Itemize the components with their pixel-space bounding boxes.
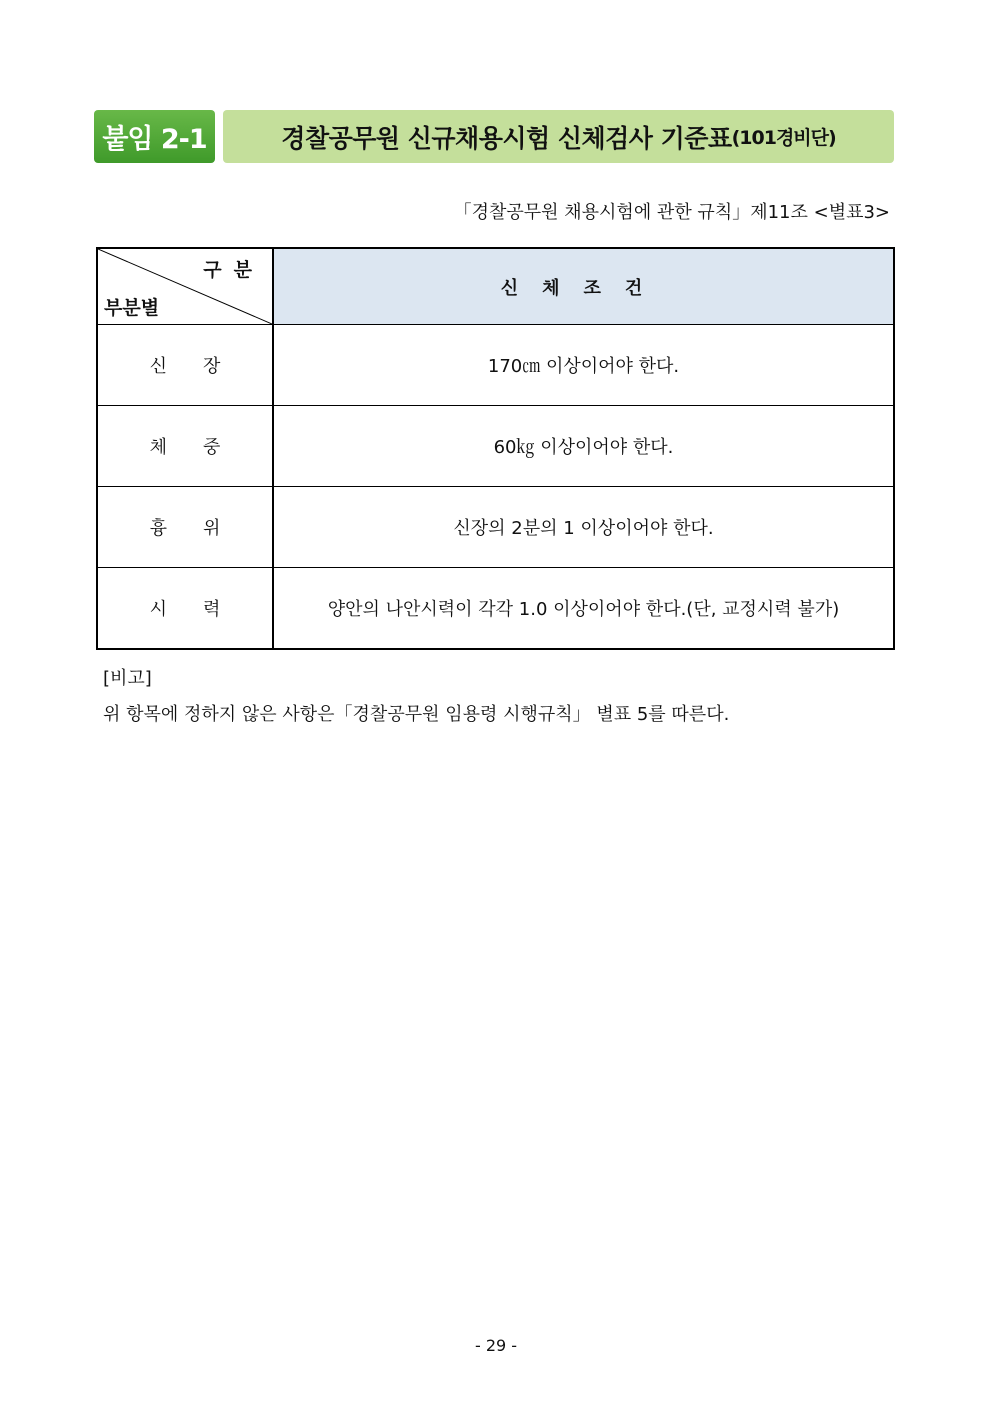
row-condition-height: 170㎝ 이상이어야 한다. <box>273 325 894 406</box>
page-number: - 29 - <box>474 1336 518 1355</box>
physical-criteria-table <box>96 247 895 650</box>
diag-header-part: 부분별 <box>104 297 160 319</box>
diagonal-header-cell <box>97 248 273 325</box>
row-label-vision: 시력 <box>97 568 273 650</box>
row-label-chest: 흉위 <box>97 487 273 568</box>
regulation-source: 「경찰공무원 채용시험에 관한 규칙」제11조 <별표3> <box>453 202 890 223</box>
column-header-condition: 신체조건 <box>273 248 894 325</box>
note-heading: [비고] <box>103 668 152 689</box>
row-condition-vision: 양안의 나안시력이 각각 1.0 이상이어야 한다.(단, 교정시력 불가) <box>273 568 894 650</box>
note-text: 위 항목에 정하지 않은 사항은「경찰공무원 임용령 시행규칙」 별표 5를 따른다. <box>103 704 730 725</box>
title-main: 경찰공무원 신규채용시험 신체검사 기준표 <box>281 123 732 153</box>
row-label-weight: 체중 <box>97 406 273 487</box>
table-row <box>97 568 894 650</box>
table-header-row <box>97 248 894 325</box>
diag-header-category: 구분 <box>203 259 264 281</box>
title-suffix: (101경비단) <box>731 127 836 149</box>
row-condition-chest: 신장의 2분의 1 이상이어야 한다. <box>273 487 894 568</box>
row-label-height: 신장 <box>97 325 273 406</box>
table-row <box>97 325 894 406</box>
table-row <box>97 487 894 568</box>
row-condition-weight: 60㎏ 이상이어야 한다. <box>273 406 894 487</box>
attachment-badge: 붙임 2-1 <box>94 110 215 163</box>
table-row <box>97 406 894 487</box>
document-title <box>223 110 894 163</box>
